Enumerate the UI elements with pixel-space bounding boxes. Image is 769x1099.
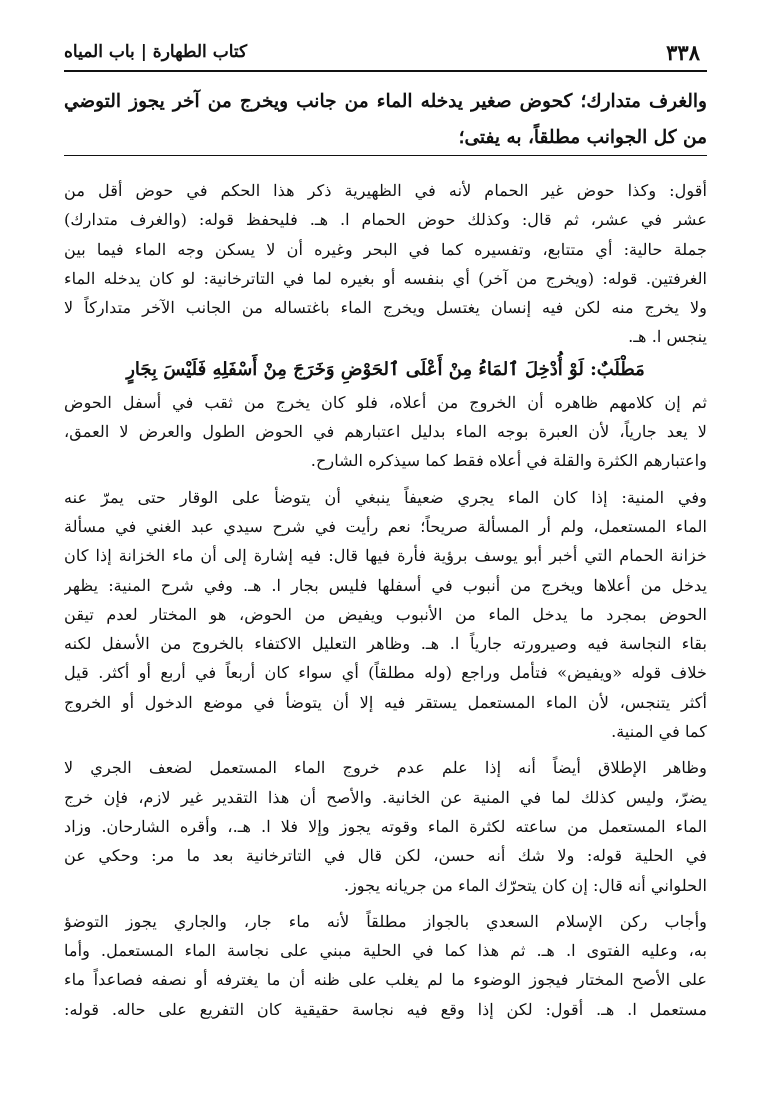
matn-line: والغرف متدارك؛ كحوض صغير يدخله الماء من جانب ويخرج من آخر يجوز التوضي [64, 91, 707, 112]
matlab-heading: مَطْلَبٌ: لَوْ أُدْخِلَ ٱلمَاءُ مِنْ أَعْلَى ٱلحَوْضِ وَخَرَجَ مِنْ أَسْفَلِهِ فَلَيْسَ بِجَارٍ [126, 358, 645, 380]
commentary-line: عشر في عشر، ثم قال: وكذلك حوض الحمام ا. هـ. فليحفظ قوله: (والغرف متدارك) [64, 210, 707, 230]
commentary-line: الحلواني أنه قال: إن كان يتحرّك الماء من جريانه يجوز. [343, 875, 707, 895]
paragraph-gap [64, 746, 707, 753]
commentary-line: الماء المستعمل من ساعته لكثرة الماء وقوته يجوز وإلا فلا ا. هـ.، وأقره الشارحان. وزاد [64, 816, 707, 836]
commentary-text [64, 176, 707, 1024]
commentary-line: على الأصح المختار فيجوز الوضوء ما لم يغلب على ظنه أن ما يغترفه أو نصفه فصاعداً ماء [64, 970, 707, 990]
commentary-line: لا يعد جارياً، لأن العبرة بوجه الماء بدليل اعتبارهم في الحوض الطول والعرض لا العمق، [64, 422, 707, 442]
commentary-line: أكثر يتنجس، لأن الماء المستعمل يستقر فيه إلا أن يتوضأ في موضع الدخول أو الخروج [64, 692, 707, 712]
header-rule [64, 70, 707, 72]
commentary-line: أقول: وكذا حوض غير الحمام لأنه في الظهيرية ذكر هذا الحكم في حوض أقل من [64, 181, 707, 200]
running-title: كتاب الطهارة | باب المياه [64, 42, 248, 62]
commentary-line: وفي المنية: إذا كان الماء يجري ضعيفاً ينبغي أن يتوضأ على الوقار حتى يمرّ عنه [64, 487, 707, 507]
paragraph-gap [64, 900, 707, 907]
commentary-line: يضرّ، وليس كذلك لما في المنية عن الخانية. والأصح أن هذا التقدير غير لازم، فإن خرج [64, 787, 707, 807]
matn-line: من كل الجوانب مطلقاً، به يفتى؛ [458, 127, 707, 148]
page-header [64, 38, 704, 68]
commentary-line: الحوض بمجرد ما يدخل الماء من الأنبوب ويفيض من الحوض، هو المختار لعدم تيقن [64, 604, 707, 624]
commentary-line: يدخل من أعلاها ويخرج من أنبوب في أسفلها فليس بجار ا. هـ. وفي شرح المنية: يظهر [64, 575, 707, 595]
commentary-line: ولا يخرج منه لكن فيه إنسان يغتسل ويخرج الماء باغتساله من الجانب الآخر متداركاً لا [64, 298, 707, 318]
commentary-line: جملة حالية: أي متتابع، وتفسيره كما في البحر وغيره أن لا يسكن وجه الماء فيما بين [64, 239, 707, 259]
commentary-line: بقاء النجاسة فيه وصيرورته جارياً ا. هـ. وظاهر التعليل الاكتفاء بالخروج من الأسفل لكنه [64, 634, 707, 654]
commentary-line: خزانة الحمام التي أخبر أبو يوسف برؤية فأرة فيها قال: فيه إشارة إلى أن ماء الخزانة إذا كان [64, 546, 707, 566]
commentary-line: خلاف قوله «ويفيض» فتأمل وراجع (وله مطلقاً) أي سواء كان أربعاً في أربع أو أكثر. قيل [64, 663, 707, 683]
commentary-line: وأجاب ركن الإسلام السعدي بالجواز مطلقاً لأنه ماء جار، والجاري يجوز التوضؤ [64, 911, 707, 931]
commentary-line: وظاهر الإطلاق أيضاً أنه إذا علم عدم خروج الماء المستعمل لضعف الجري لا [64, 758, 707, 778]
commentary-line: ثم إن كلامهم ظاهره أن الخروج من أعلاه، فلو كان يخرج من ثقب في أسفل الحوض [64, 392, 707, 412]
commentary-line: كما في المنية. [611, 722, 707, 742]
commentary-line: به، وعليه الفتوى ا. هـ. ثم هذا كما في الحلية مبني على نجاسة الماء المستعمل. وأما [64, 941, 707, 961]
commentary-line: واعتبارهم الكثرة والقلة في أعلاه فقط كما سيذكره الشارح. [310, 451, 707, 471]
paragraph-gap [64, 476, 707, 483]
commentary-line: الماء المستعمل، ولم أر المسألة صريحاً؛ نعم رأيت في شرح سيدي عبد الغني في مسألة [64, 516, 707, 536]
commentary-line: ينجس ا. هـ. [628, 327, 707, 347]
commentary-line: الغرفتين. قوله: (ويخرج من آخر) أي بنفسه أو بغيره لما في التاترخانية: لو كان يدخله الماء [64, 268, 707, 288]
commentary-line: مستعمل ا. هـ. أقول: لكن إذا وقع فيه نجاسة حقيقية كان التفريع على حاله. قوله: [64, 999, 707, 1019]
commentary-line: في الحلية قوله: ولا شك أنه حسن، لكن قال في التاترخانية بعد ما مر: وحكي عن [64, 846, 707, 866]
page-number: ٣٣٨ [666, 40, 700, 65]
matn-separator-rule [64, 155, 707, 156]
matn-text [64, 84, 707, 156]
